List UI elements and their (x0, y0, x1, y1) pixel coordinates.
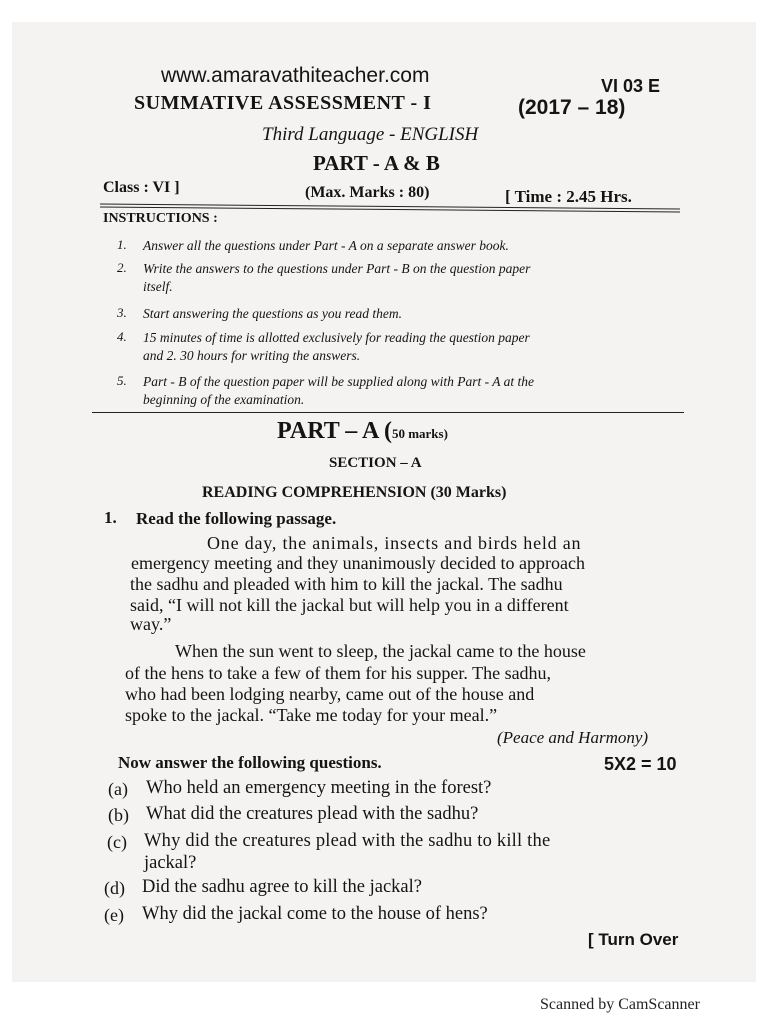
instructions-heading: INSTRUCTIONS : (103, 211, 218, 226)
instruction-text: Write the answers to the questions under Part - B on the question paper (143, 261, 531, 276)
question-prompt: Read the following passage. (136, 509, 337, 528)
instruction-number: 4. (117, 329, 127, 344)
instruction-number: 1. (117, 237, 127, 252)
question-marks: 5X2 = 10 (604, 754, 677, 774)
question-label: (d) (104, 878, 125, 898)
instruction-text: beginning of the examination. (143, 392, 305, 407)
passage-line: When the sun went to sleep, the jackal came to the house (175, 641, 586, 661)
paper-code: VI 03 E (601, 76, 661, 96)
question-text: Why did the jackal come to the house of hens? (142, 904, 488, 924)
instruction-text: Part - B of the question paper will be supplied along with Part - A at the (143, 374, 534, 389)
exam-year: (2017 – 18) (518, 96, 626, 119)
part-heading: PART - A & B (313, 151, 440, 175)
section-heading: SECTION – A (329, 455, 422, 471)
question-text: jackal? (144, 853, 197, 873)
passage-line: One day, the animals, insects and birds held an (207, 533, 582, 553)
instruction-text: Answer all the questions under Part - A on a separate answer book. (143, 238, 509, 253)
question-label: (e) (104, 905, 124, 925)
passage-line: the sadhu and pleaded with him to kill the jackal. The sadhu (130, 574, 563, 594)
passage-line: of the hens to take a few of them for his supper. The sadhu, (125, 663, 552, 683)
passage-source: (Peace and Harmony) (497, 728, 649, 747)
answer-prompt: Now answer the following questions. (118, 753, 382, 772)
question-text: Did the sadhu agree to kill the jackal? (142, 877, 422, 897)
question-label: (b) (108, 805, 129, 825)
question-label: (c) (107, 832, 127, 852)
passage-line: who had been lodging nearby, came out of the house and (125, 684, 535, 704)
part-a-title: PART – A (50 marks) (277, 418, 448, 444)
instruction-number: 3. (117, 305, 127, 320)
question-text: Who held an emergency meeting in the forest? (146, 778, 492, 798)
instruction-number: 2. (117, 260, 127, 275)
passage-line: way.” (130, 614, 172, 634)
reading-comprehension-heading: READING COMPREHENSION (30 Marks) (202, 484, 507, 501)
exam-title: SUMMATIVE ASSESSMENT - I (134, 92, 432, 114)
instruction-text: 15 minutes of time is allotted exclusively for reading the question paper (143, 330, 530, 345)
instruction-number: 5. (117, 373, 127, 388)
time-allowed: [ Time : 2.45 Hrs. (505, 187, 632, 206)
part-a-marks: 50 marks) (391, 426, 448, 441)
instruction-text: Start answering the questions as you read them. (143, 306, 402, 321)
website-url: www.amaravathiteacher.com (161, 64, 430, 87)
question-text: What did the creatures plead with the sadhu? (146, 804, 479, 824)
passage-line: emergency meeting and they unanimously decided to approach (131, 553, 586, 573)
turn-over-note: [ Turn Over (588, 930, 679, 949)
passage-line: said, “I will not kill the jackal but will help you in a different (130, 595, 569, 615)
passage-line: spoke to the jackal. “Take me today for your meal.” (125, 705, 498, 725)
instructions-rule (92, 412, 684, 413)
instruction-text: and 2. 30 hours for writing the answers. (143, 348, 361, 363)
subject: Third Language - ENGLISH (262, 124, 479, 145)
max-marks: (Max. Marks : 80) (305, 184, 430, 201)
scanner-footer: Scanned by CamScanner (540, 996, 700, 1013)
question-text: Why did the creatures plead with the sadhu to kill the (144, 831, 551, 851)
instruction-text: itself. (143, 279, 173, 294)
class-label: Class : VI ] (103, 179, 180, 196)
question-label: (a) (108, 779, 128, 799)
question-number: 1. (104, 508, 117, 527)
